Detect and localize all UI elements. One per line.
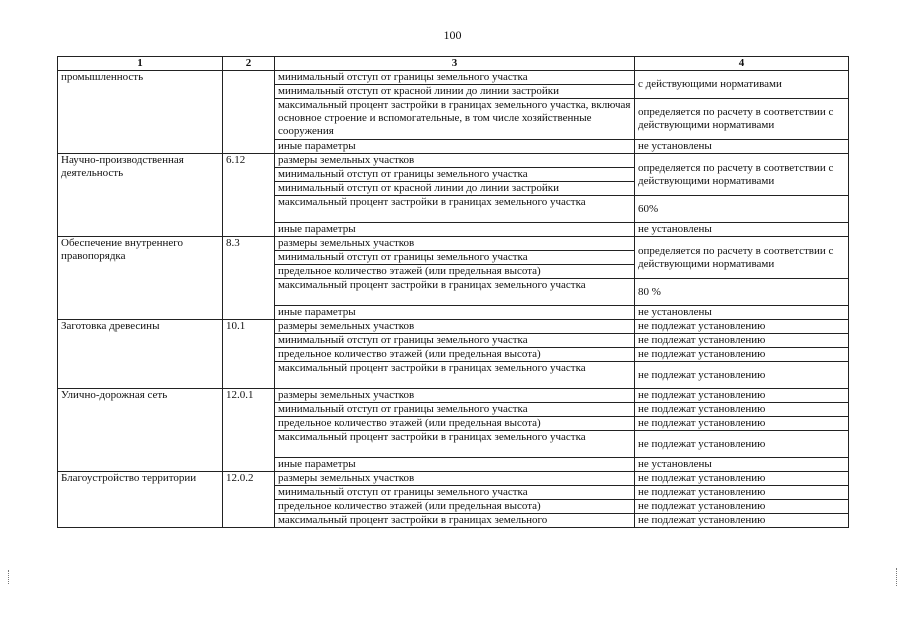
parameter: минимальный отступ от красной линии до линии застройки	[275, 85, 635, 99]
use-code	[223, 71, 275, 154]
scan-margin-mark-left	[8, 570, 10, 584]
use-name: Научно-производственная деятельность	[58, 154, 223, 237]
parameter: иные параметры	[275, 140, 635, 154]
parameter: максимальный процент застройки в границах земельного участка	[275, 431, 635, 458]
table-row	[58, 472, 849, 486]
parameter: максимальный процент застройки в границах земельного участка	[275, 279, 635, 306]
value: с действующими нормативами	[635, 71, 849, 99]
table-row	[58, 320, 849, 334]
value: не подлежат установлению	[635, 514, 849, 528]
value: 60%	[635, 196, 849, 223]
value: не подлежат установлению	[635, 362, 849, 389]
value: не подлежат установлению	[635, 472, 849, 486]
use-name: Улично-дорожная сеть	[58, 389, 223, 472]
value: не подлежат установлению	[635, 389, 849, 403]
value: не установлены	[635, 223, 849, 237]
parameter: минимальный отступ от границы земельного участка	[275, 71, 635, 85]
value: определяется по расчету в соответствии с действующими нормативами	[635, 99, 849, 140]
parameter: предельное количество этажей (или предельная высота)	[275, 265, 635, 279]
parameter: максимальный процент застройки в границах земельного участка	[275, 196, 635, 223]
use-code: 12.0.2	[223, 472, 275, 528]
use-code: 6.12	[223, 154, 275, 237]
parameter: минимальный отступ от границы земельного участка	[275, 334, 635, 348]
use-name: Благоустройство территории	[58, 472, 223, 528]
value: не установлены	[635, 458, 849, 472]
scan-margin-mark-right	[896, 568, 898, 586]
parameter: предельное количество этажей (или предельная высота)	[275, 417, 635, 431]
value: 80 %	[635, 279, 849, 306]
table-row	[58, 389, 849, 403]
value: не установлены	[635, 140, 849, 154]
use-name: промышленность	[58, 71, 223, 154]
value: определяется по расчету в соответствии с действующими нормативами	[635, 237, 849, 279]
parameter: минимальный отступ от границы земельного участка	[275, 168, 635, 182]
header-col-3: 3	[275, 57, 635, 71]
parameter: максимальный процент застройки в границах земельного участка, включая основное строение и вспомогательные, в том числе хозяйственные сооружения	[275, 99, 635, 140]
parameter: минимальный отступ от красной линии до линии застройки	[275, 182, 635, 196]
value: не подлежат установлению	[635, 320, 849, 334]
use-name: Обеспечение внутреннего правопорядка	[58, 237, 223, 320]
parameter: иные параметры	[275, 306, 635, 320]
value: не подлежат установлению	[635, 403, 849, 417]
table-row	[58, 71, 849, 85]
header-col-1: 1	[58, 57, 223, 71]
value: не подлежат установлению	[635, 348, 849, 362]
value: не установлены	[635, 306, 849, 320]
page-number: 100	[443, 28, 462, 42]
parameter: максимальный процент застройки в границах земельного участка	[275, 362, 635, 389]
parameter: минимальный отступ от границы земельного участка	[275, 403, 635, 417]
value: не подлежат установлению	[635, 500, 849, 514]
header-col-2: 2	[223, 57, 275, 71]
parameter: размеры земельных участков	[275, 154, 635, 168]
land-use-parameters-table	[57, 56, 849, 528]
parameter: максимальный процент застройки в границах земельного	[275, 514, 635, 528]
header-col-4: 4	[635, 57, 849, 71]
parameter: размеры земельных участков	[275, 472, 635, 486]
value: не подлежат установлению	[635, 417, 849, 431]
use-code: 10.1	[223, 320, 275, 389]
parameter: минимальный отступ от границы земельного участка	[275, 251, 635, 265]
table-row	[58, 154, 849, 168]
parameter: размеры земельных участков	[275, 237, 635, 251]
parameter: размеры земельных участков	[275, 389, 635, 403]
value: определяется по расчету в соответствии с действующими нормативами	[635, 154, 849, 196]
value: не подлежат установлению	[635, 334, 849, 348]
header-row	[58, 57, 849, 71]
value: не подлежат установлению	[635, 486, 849, 500]
parameter: предельное количество этажей (или предельная высота)	[275, 500, 635, 514]
parameter: иные параметры	[275, 458, 635, 472]
parameter: иные параметры	[275, 223, 635, 237]
value: не подлежат установлению	[635, 431, 849, 458]
parameter: размеры земельных участков	[275, 320, 635, 334]
table-row	[58, 237, 849, 251]
parameter: предельное количество этажей (или предельная высота)	[275, 348, 635, 362]
use-code: 8.3	[223, 237, 275, 320]
use-code: 12.0.1	[223, 389, 275, 472]
use-name: Заготовка древесины	[58, 320, 223, 389]
parameter: минимальный отступ от границы земельного участка	[275, 486, 635, 500]
